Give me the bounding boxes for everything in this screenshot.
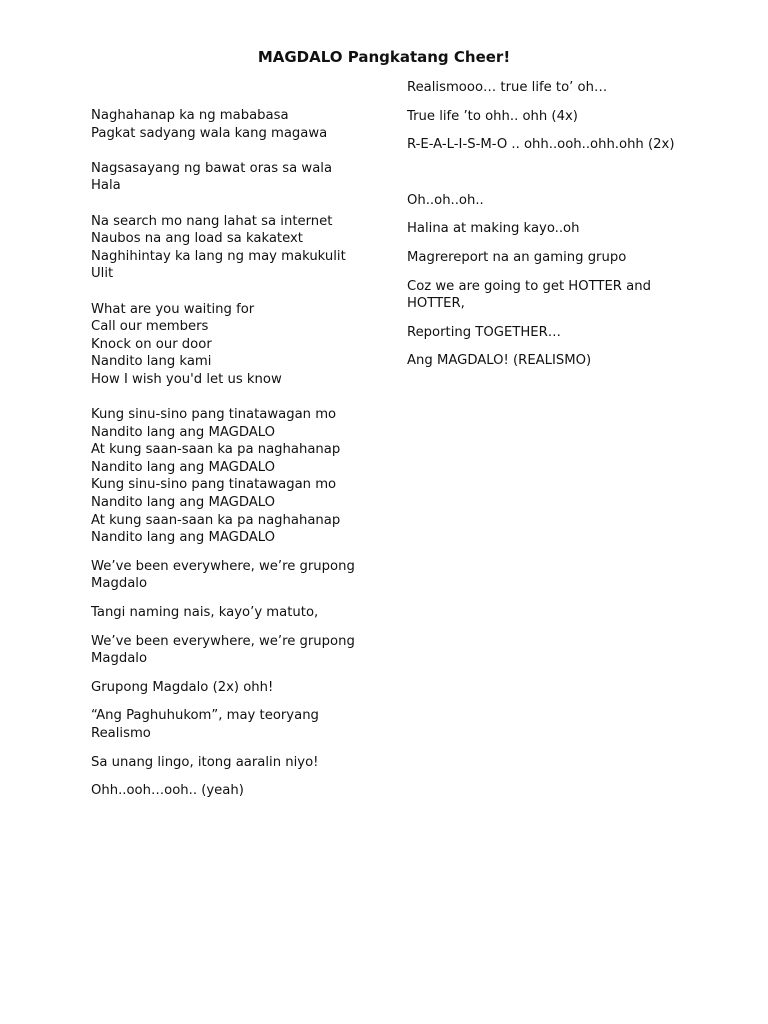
lyric-line: “Ang Paghuhukom”, may teoryang Realismo (91, 708, 319, 741)
lyric-line: Knock on our door (91, 336, 212, 352)
lyric-line: Magrereport na an gaming grupo (407, 249, 627, 265)
lyric-line: True life ’to ohh.. ohh (4x) (407, 108, 578, 124)
lyric-line: Hala (91, 178, 121, 194)
lyric-line: We’ve been everywhere, we’re grupong Magdalo (91, 633, 355, 667)
lyric-line: At kung saan-saan ka pa naghahanap (91, 512, 341, 528)
lyric-line: Halina at making kayo..oh (407, 221, 580, 237)
stanza (91, 406, 363, 547)
lyric-line: Naubos na ang load sa kakatext (91, 231, 303, 247)
stanza (91, 707, 363, 742)
stanza (91, 679, 363, 697)
lyric-line: Nandito lang ang MAGDALO (91, 495, 276, 511)
lyric-line: Oh..oh..oh.. (407, 192, 484, 208)
stanza (407, 79, 687, 97)
lyric-line: Sa unang lingo, itong aaralin niyo! (91, 754, 319, 770)
lyric-line: Ulit (91, 266, 114, 282)
lyric-line: Nandito lang kami (91, 354, 212, 370)
lyric-line: Kung sinu-sino pang tinatawagan mo (91, 477, 337, 493)
stanza (407, 352, 687, 370)
lyric-line: At kung saan-saan ka pa naghahanap (91, 442, 341, 458)
stanza (407, 249, 687, 267)
lyrics-left-column (91, 107, 363, 800)
lyric-line: Coz we are going to get HOTTER and HOTTER, (407, 278, 651, 312)
stanza (91, 782, 363, 800)
stanza (91, 301, 363, 389)
lyric-line: Kung sinu-sino pang tinatawagan mo (91, 407, 337, 423)
lyric-line: Nandito lang ang MAGDALO (91, 424, 276, 440)
lyric-line: R-E-A-L-I-S-M-O .. ohh..ooh..ohh.ohh (2x) (407, 137, 675, 153)
lyric-line: Grupong Magdalo (2x) ohh! (91, 679, 274, 695)
lyric-line: Nandito lang ang MAGDALO (91, 459, 276, 475)
stanza (407, 192, 687, 210)
lyric-line: How I wish you'd let us know (91, 371, 282, 387)
stanza (91, 633, 363, 668)
lyric-line: What are you waiting for (91, 301, 255, 317)
page-title: MAGDALO Pangkatang Cheer! (257, 48, 511, 66)
stanza (407, 220, 687, 238)
lyric-line: We’ve been everywhere, we’re grupong Magdalo (91, 558, 355, 592)
lyric-line: Pagkat sadyang wala kang magawa (91, 125, 328, 141)
lyric-line: Naghihintay ka lang ng may makukulit (91, 248, 346, 264)
lyric-line: Realismooo… true life to’ oh… (407, 80, 608, 95)
stanza (407, 324, 687, 342)
stanza (91, 213, 363, 283)
stanza (91, 107, 363, 142)
lyrics-right-column (407, 79, 687, 370)
stanza (91, 160, 363, 195)
stanza (91, 604, 363, 622)
lyric-line: Nandito lang ang MAGDALO (91, 530, 276, 546)
stanza (91, 754, 363, 772)
stanza (407, 108, 687, 126)
stanza (407, 278, 687, 313)
lyric-line: Call our members (91, 319, 209, 335)
stanza (407, 136, 687, 154)
stanza (91, 558, 363, 593)
lyric-line: Na search mo nang lahat sa internet (91, 213, 333, 229)
lyric-line: Nagsasayang ng bawat oras sa wala (91, 160, 333, 176)
lyric-line: Naghahanap ka ng mababasa (91, 108, 289, 123)
lyric-line: Ohh..ooh…ooh.. (yeah) (91, 783, 244, 799)
lyric-line: Ang MAGDALO! (REALISMO) (407, 353, 592, 369)
lyric-line: Tangi naming nais, kayo’y matuto, (91, 605, 319, 621)
lyric-line: Reporting TOGETHER… (407, 324, 561, 340)
